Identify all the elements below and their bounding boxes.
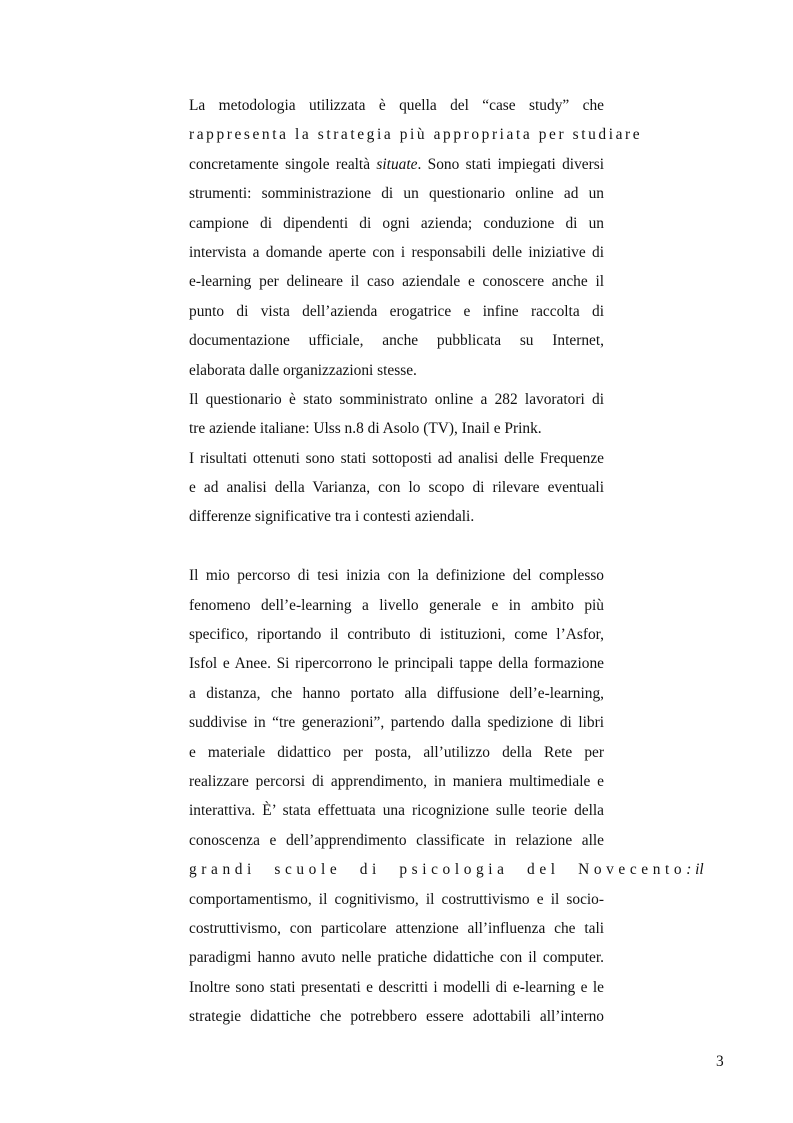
text-line: La metodologia utilizzata è quella del “case study” che xyxy=(189,97,604,114)
text-line: punto di vista dell’azienda erogatrice e infine raccolta di xyxy=(189,302,604,320)
paragraph-gap xyxy=(189,532,604,561)
text-line xyxy=(189,855,704,884)
text-line: strumenti: somministrazione di un questionario online ad un xyxy=(189,185,604,203)
text-line: e materiale didattico per posta, all’utilizzo della Rete per xyxy=(189,743,604,761)
text-line: suddivise in “tre generazioni”, partendo dalla spedizione di libri xyxy=(189,714,604,732)
text-line: comportamentismo, il cognitivismo, il costruttivismo e il socio- xyxy=(189,890,604,908)
text-line: paradigmi hanno avuto nelle pratiche didattiche con il computer. xyxy=(189,949,604,967)
page-number: 3 xyxy=(716,1053,724,1070)
text-fragment: : il xyxy=(686,861,704,879)
text-line: elaborata dalle organizzazioni stesse. xyxy=(189,361,417,379)
text-fragment: concretamente singole realtà xyxy=(189,155,371,173)
text-line: Isfol e Anee. Si ripercorrono le principali tappe della formazione xyxy=(189,655,604,673)
text-line: campione di dipendenti di ogni azienda; conduzione di un xyxy=(189,214,604,232)
text-line xyxy=(189,150,604,179)
italic-term: situate xyxy=(376,155,418,173)
text-line: e ad analisi della Varianza, con lo scopo di rilevare eventuali xyxy=(189,479,604,497)
text-line: specifico, riportando il contributo di istituzioni, come l’Asfor, xyxy=(189,626,604,644)
text-line: Il questionario è stato somministrato online a 282 lavoratori di xyxy=(189,390,604,408)
text-line: intervista a domande aperte con i responsabili delle iniziative di xyxy=(189,243,604,261)
text-fragment: grandi scuole di psicologia del Novecento xyxy=(189,861,687,879)
text-line: tre aziende italiane: Ulss n.8 di Asolo (TV), Inail e Prink. xyxy=(189,420,542,438)
text-line: realizzare percorsi di apprendimento, in maniera multimediale e xyxy=(189,772,604,790)
text-line: fenomeno dell’e-learning a livello generale e in ambito più xyxy=(189,596,604,614)
text-fragment: . Sono stati impiegati diversi xyxy=(417,155,604,173)
text-line: Il mio percorso di tesi inizia con la definizione del complesso xyxy=(189,567,604,585)
text-line: I risultati ottenuti sono stati sottoposti ad analisi delle Frequenze xyxy=(189,449,604,467)
text-line: e-learning per delineare il caso aziendale e conoscere anche il xyxy=(189,273,604,291)
text-line: documentazione ufficiale, anche pubblicata su Internet, xyxy=(189,332,604,350)
text-line: interattiva. È’ stata effettuata una ricognizione sulle teorie della xyxy=(189,802,604,820)
text-line: conoscenza e dell’apprendimento classificate in relazione alle xyxy=(189,831,604,849)
text-line: Inoltre sono stati presentati e descritti i modelli di e-learning e le xyxy=(189,978,604,996)
text-line: rappresenta la strategia più appropriata per studiare xyxy=(189,126,643,144)
text-line: costruttivismo, con particolare attenzione all’influenza che tali xyxy=(189,919,604,937)
text-line: a distanza, che hanno portato alla diffusione dell’e-learning, xyxy=(189,684,604,702)
body-text xyxy=(189,91,704,1032)
text-line: strategie didattiche che potrebbero essere adottabili all’interno xyxy=(189,1008,604,1026)
text-line: differenze significative tra i contesti aziendali. xyxy=(189,508,475,526)
